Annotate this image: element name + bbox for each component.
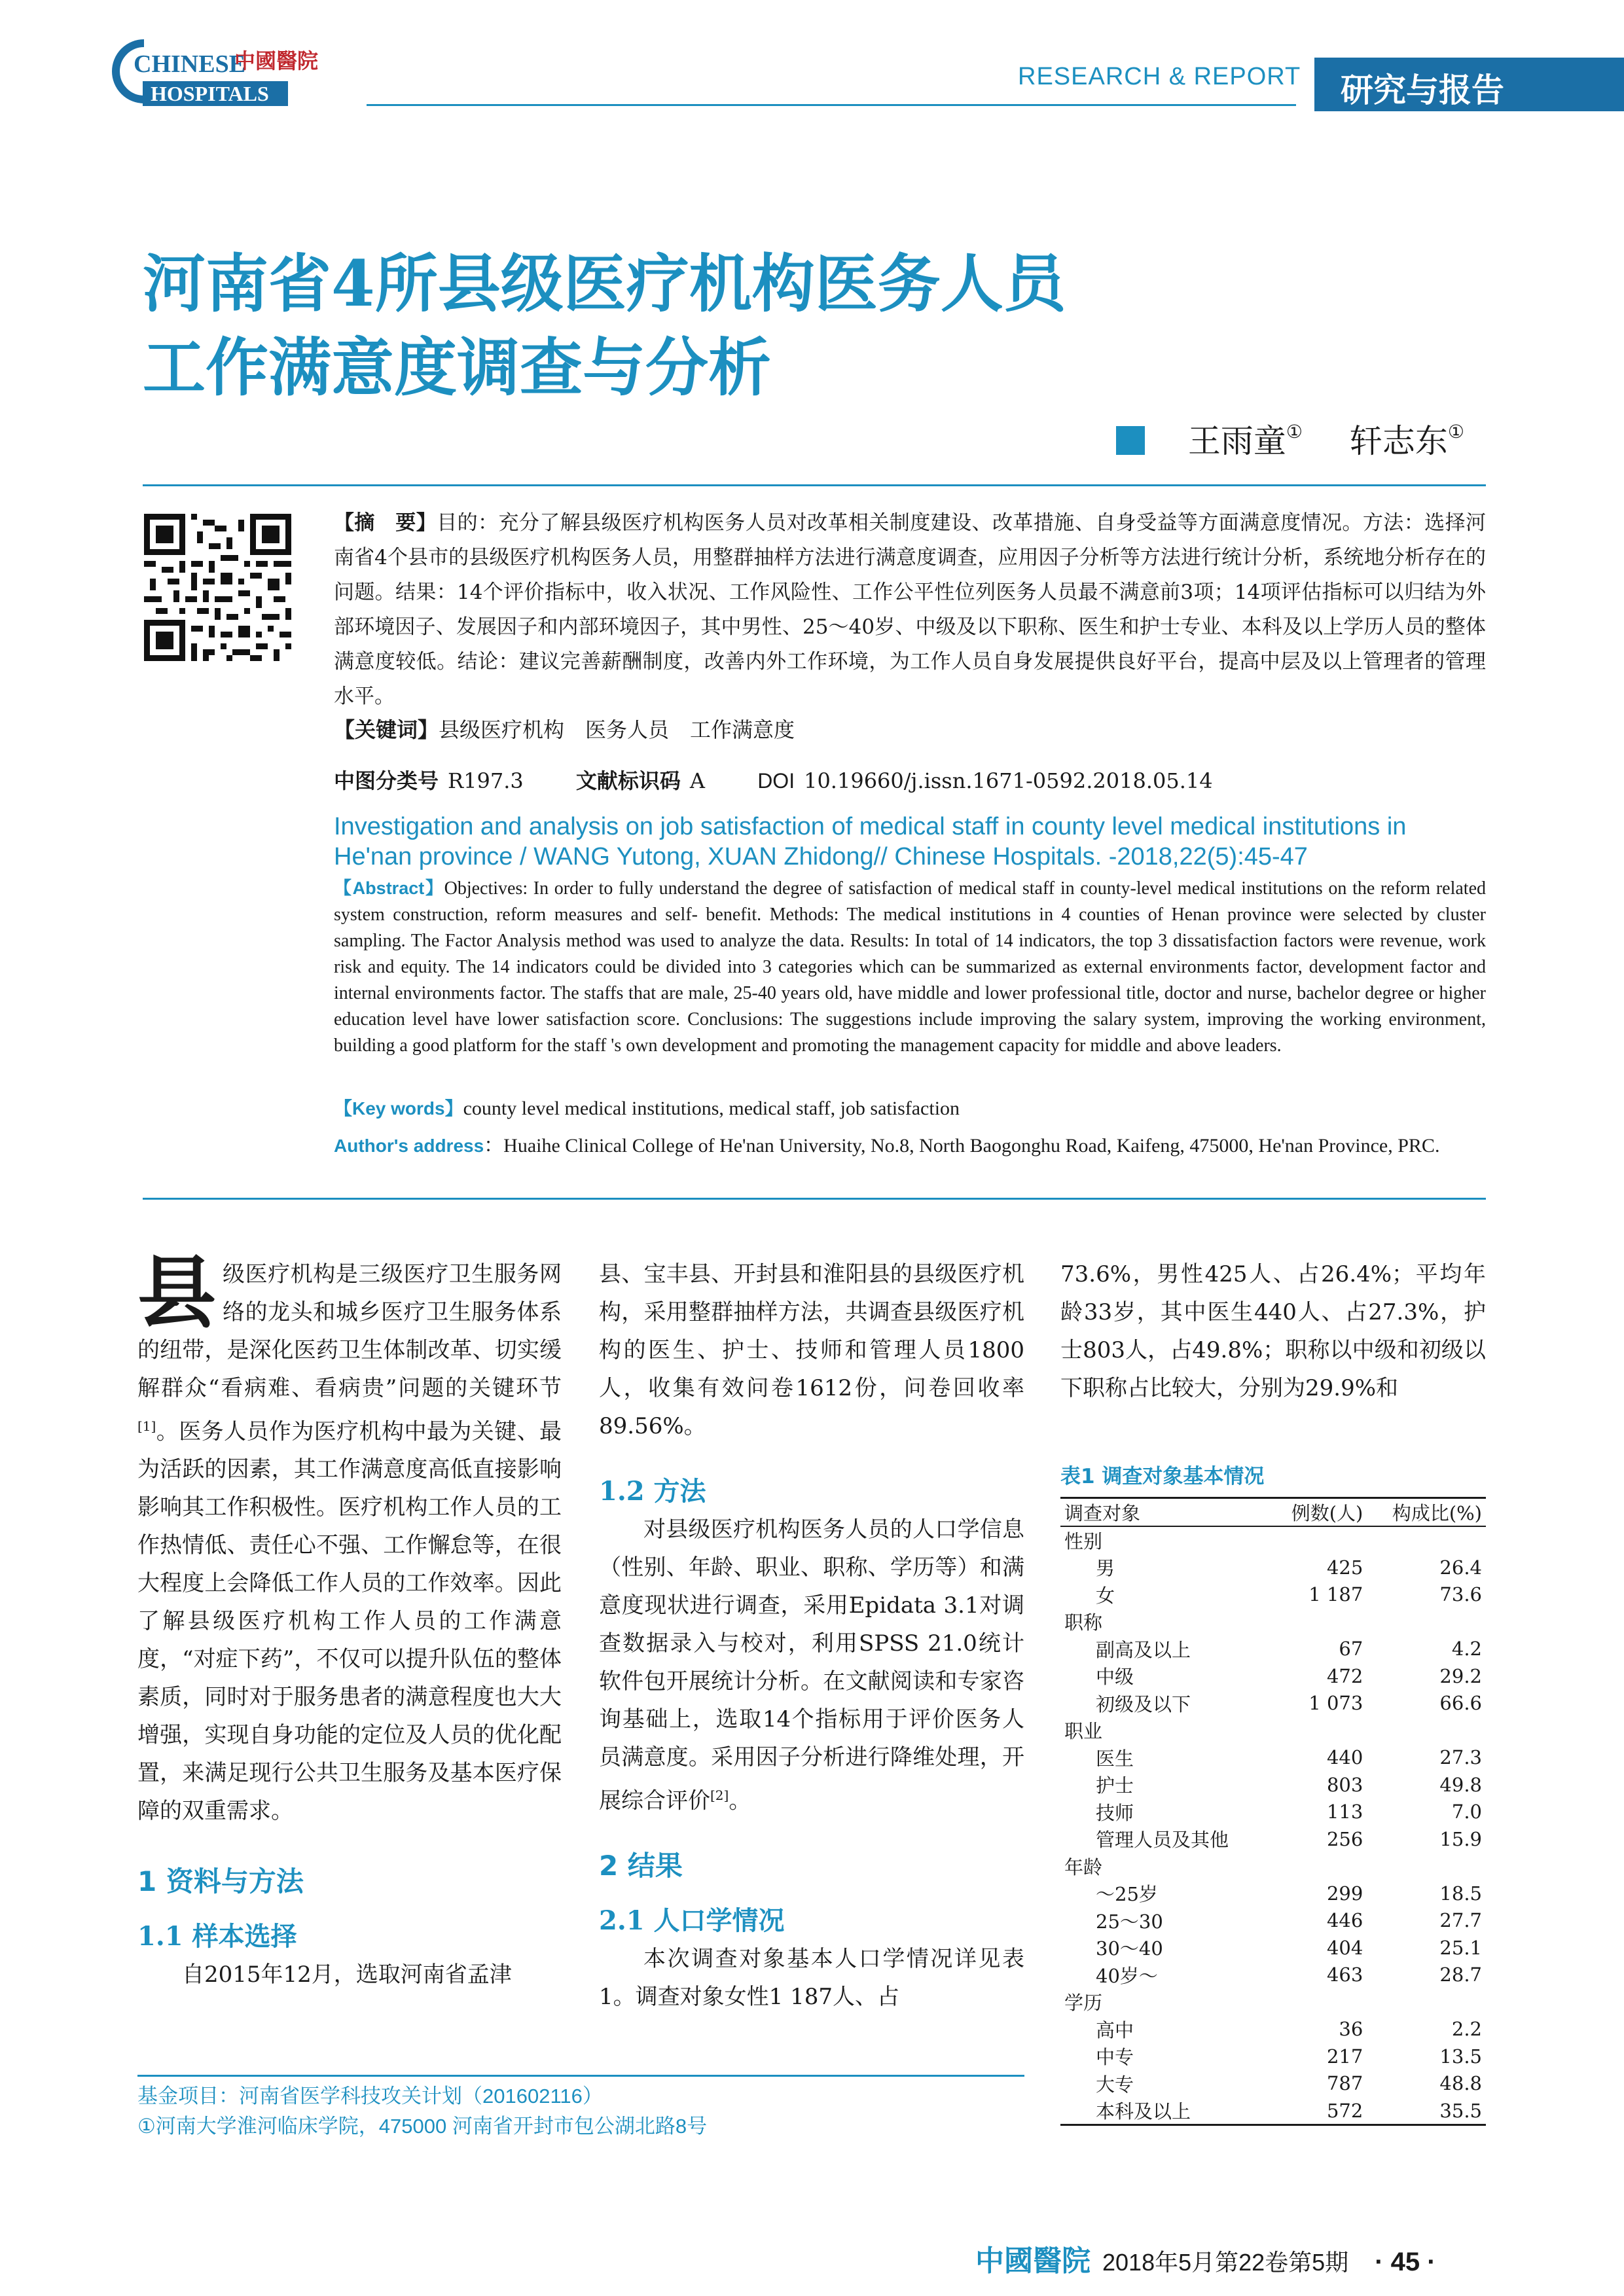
table-row (1060, 2097, 1486, 2125)
funding-line-1: 基金项目：河南省医学科技攻关计划（201602116） (137, 2085, 603, 2108)
keywords-en-text: county level medical institutions, medical staff, job satisfaction (463, 1098, 960, 1119)
table-cell-percent (1367, 1717, 1486, 1744)
section-label-en: RESEARCH & REPORT (1018, 63, 1301, 90)
keywords-cn-text: 县级医疗机构 医务人员 工作满意度 (439, 717, 795, 742)
table-cell-percent: 35.5 (1439, 2099, 1482, 2122)
abstract-cn-text: 目的：充分了解县级医疗机构医务人员对改革相关制度建设、改革措施、自身受益等方面满意度情况。方法：选择河南省4个县市的县级医疗机构医务人员，用整群抽样方法进行满意度调查，应用因子分析等方法进行统计分析，系统地分析存在的问题。结果：14个评价指标中，收入状况、工作风险性、工作公平性位列医务人员最不满意前3项；14项评估指标可以归结为外部环境因子、发展因子和内部环境因子，其中男性、25～40岁、中级及以下职称、医生和护士专业、本科及以上学历人员的整体满意度较低。结论：建议完善薪酬制度，改善内外工作环境，为工作人员自身发展提供良好平台，提高中层及以上管理者的管理水平。 (334, 511, 1487, 708)
table-row (1060, 1771, 1486, 1799)
footer-issue: 2018年5月第22卷第5期 (1102, 2249, 1349, 2276)
ref-1[interactable]: [1] (137, 1418, 156, 1434)
table-cell-count: 446 (1326, 1909, 1363, 1932)
table-cell-percent: 26.4 (1439, 1556, 1482, 1579)
heading-1-1: 1.1 样本选择 (137, 1921, 297, 1952)
para-1-2-end: 。 (729, 1787, 751, 1814)
abstract-top-rule (143, 484, 1486, 486)
table-caption: 表1 调查对象基本情况 (1060, 1465, 1265, 1488)
table-cell-percent: 48.8 (1439, 2072, 1482, 2095)
table-cell-percent: 13.5 (1439, 2045, 1482, 2068)
table-category-row (1060, 1526, 1486, 1554)
para-2-1: 本次调查对象基本人口学情况详见表1。调查对象女性1 187人、占 (599, 1946, 1024, 2011)
logo-text-sub: HOSPITALS (151, 82, 269, 105)
doi-label: DOI (757, 769, 795, 793)
table-cell-label: 管理人员及其他 (1096, 1829, 1229, 1852)
body-column-3 (1060, 1255, 1486, 1407)
table-cell-label: 25～30 (1096, 1910, 1163, 1933)
table-cell-label: 高中 (1096, 2018, 1134, 2041)
table-cell-label: 性别 (1064, 1530, 1103, 1552)
table-cell-label: 本科及以上 (1096, 2100, 1191, 2123)
table-cell-label: 医生 (1096, 1747, 1134, 1770)
table-row (1060, 2016, 1486, 2043)
table-cell-count: 787 (1326, 2072, 1363, 2095)
table-row (1060, 1962, 1486, 1989)
table-cell-label: 男 (1096, 1557, 1115, 1580)
table-cell-percent: 7.0 (1451, 1801, 1482, 1823)
table-cell-count: 113 (1326, 1801, 1363, 1823)
table-row (1060, 1880, 1486, 1907)
footer-journal-logo: 中國醫院 (975, 2244, 1091, 2278)
table-cell-label: 初级及以下 (1096, 1693, 1191, 1715)
table-cell-count: 36 (1339, 2018, 1363, 2041)
data-table (1060, 1497, 1486, 2126)
author-address (334, 1132, 1486, 1160)
table-cell-label: 技师 (1096, 1801, 1134, 1824)
cls-label: 中图分类号 (334, 768, 439, 793)
table-cell-count: 217 (1326, 2045, 1363, 2068)
table-cell-count: 1 187 (1308, 1583, 1363, 1606)
table-row (1060, 2070, 1486, 2098)
table-cell-count (1270, 1526, 1367, 1554)
table-cell-count: 404 (1326, 1936, 1363, 1959)
table-row (1060, 1690, 1486, 1717)
para-2-1-cont: 73.6%，男性425人、占26.4%；平均年龄33岁，其中医生440人、占27.3%，护士803人，占49.8%；职称以中级和初级以下职称占比较大，分别为29.9%和 (1060, 1261, 1486, 1401)
doc-code-value: A (689, 768, 706, 793)
heading-2: 2 结果 (599, 1850, 683, 1882)
table-cell-count: 440 (1326, 1746, 1363, 1769)
table-cell-percent: 18.5 (1439, 1882, 1482, 1905)
funding-line-2: ①河南大学淮河临床学院，475000 河南省开封市包公湖北路8号 (137, 2115, 708, 2138)
abstract-en-label: 【Abstract】 (334, 878, 444, 898)
journal-logo (110, 31, 352, 110)
table-row (1060, 1636, 1486, 1663)
page-number: · 45 · (1375, 2248, 1436, 2276)
table-cell-percent: 49.8 (1439, 1773, 1482, 1796)
table-cell-count (1270, 1988, 1367, 2016)
table-row (1060, 1799, 1486, 1826)
table-row (1060, 1825, 1486, 1853)
table-row (1060, 1934, 1486, 1962)
keywords-en-label: 【Key words】 (334, 1098, 463, 1119)
table-cell-label: 学历 (1064, 1992, 1103, 2015)
table-cell-label: 30～40 (1096, 1937, 1163, 1960)
table-cell-percent (1367, 1853, 1486, 1880)
qr-code-icon[interactable] (144, 514, 291, 661)
table-row (1060, 1581, 1486, 1609)
table-cell-percent: 2.2 (1451, 2018, 1482, 2041)
author-2-mark: ① (1447, 421, 1464, 442)
table-cell-count: 803 (1326, 1773, 1363, 1796)
table-cell-label: 40岁～ (1096, 1964, 1158, 1987)
table-cell-percent: 27.3 (1439, 1746, 1482, 1769)
table-header-cell: 例数(人) (1291, 1502, 1363, 1524)
table-header-cell: 调查对象 (1064, 1502, 1141, 1524)
keywords-en (334, 1094, 960, 1121)
ref-2[interactable]: [2] (710, 1787, 729, 1803)
doi-value[interactable]: 10.19660/j.issn.1671-0592.2018.05.14 (804, 768, 1213, 793)
table-cell-percent (1367, 1608, 1486, 1636)
title-line-2: 工作满意度调查与分析 (143, 331, 771, 404)
table-cell-percent: 4.2 (1451, 1638, 1482, 1660)
table-cell-percent: 66.6 (1439, 1692, 1482, 1715)
table-cell-label: 职业 (1064, 1720, 1103, 1743)
table-category-row (1060, 1853, 1486, 1880)
table-body (1060, 1526, 1486, 2125)
table-cell-percent: 29.2 (1439, 1664, 1482, 1687)
table-cell-count (1270, 1853, 1367, 1880)
table-header-row (1060, 1498, 1486, 1527)
table-cell-count: 572 (1326, 2099, 1363, 2122)
table-cell-label: ～25岁 (1096, 1883, 1158, 1906)
logo-text-main: CHINESE (134, 50, 246, 78)
table-cell-label: 中专 (1096, 2046, 1134, 2069)
table-row (1060, 2043, 1486, 2070)
table-row (1060, 1662, 1486, 1690)
table-cell-label: 副高及以上 (1096, 1638, 1191, 1661)
table-cell-count: 1 073 (1308, 1692, 1363, 1715)
table-row (1060, 1907, 1486, 1935)
body-column-1 (137, 1247, 562, 1994)
author-1-mark: ① (1286, 421, 1303, 442)
logo-text-cn: 中國醫院 (234, 48, 319, 73)
doc-code-label: 文献标识码 (575, 768, 681, 793)
table-cell-count: 67 (1339, 1638, 1363, 1660)
para-1-2-text: 对县级医疗机构医务人员的人口学信息（性别、年龄、职业、职称、学历等）和满意度现状进行调查，采用Epidata 3.1对调查数据录入与校对，利用SPSS 21.0统计软件包开展统计分析。在文献阅读和专家咨询基础上，选取14个指标用于评价医务人员满意度。采用因子分析进行降维处理，开展综合评价 (599, 1516, 1024, 1814)
table-cell-count (1270, 1717, 1367, 1744)
para-1-1-cont: 县、宝丰县、开封县和淮阳县的县级医疗机构，采用整群抽样方法，共调查县级医疗机构的医生、护士、技师和管理人员1800人，收集有效问卷1612份，问卷回收率89.56%。 (599, 1261, 1024, 1439)
table-cell-label: 女 (1096, 1584, 1115, 1607)
intro-paragraph (137, 1247, 562, 1830)
author-square-icon (1116, 426, 1145, 455)
heading-2-1: 2.1 人口学情况 (599, 1905, 785, 1937)
table-cell-count: 472 (1326, 1664, 1363, 1687)
title-line-1: 河南省4所县级医疗机构医务人员 (143, 247, 1066, 321)
english-title: Investigation and analysis on job satisfaction of medical staff in county level medical institutions in He'nan province / WANG Yutong, XUAN Zhidong// Chinese Hospitals. -2018,22(5):45-47 (334, 813, 1407, 870)
cls-value: R197.3 (448, 768, 524, 793)
table-cell-label: 职称 (1064, 1611, 1103, 1634)
table-cell-count: 256 (1326, 1827, 1363, 1850)
page-footer (975, 2237, 1436, 2279)
classification-line (334, 764, 1239, 795)
table-cell-count: 299 (1326, 1882, 1363, 1905)
author-address-label: Author's address (334, 1136, 484, 1156)
table-cell-percent: 15.9 (1439, 1827, 1482, 1850)
dropcap: 县 (137, 1247, 216, 1339)
abstract-cn-label: 【摘 要】 (334, 511, 437, 535)
table-1 (1060, 1460, 1486, 2126)
table-cell-label: 中级 (1096, 1666, 1134, 1689)
intro-text-a: 级医疗机构是三级医疗卫生服务网络的龙头和城乡医疗卫生服务体系的纽带，是深化医药卫生体制改革、切实缓解群众“看病难、看病贵”问题的关键环节 (137, 1261, 562, 1401)
table-cell-count (1270, 1608, 1367, 1636)
keywords-cn-label: 【关键词】 (334, 717, 439, 742)
table-cell-percent (1367, 1526, 1486, 1554)
article-title (143, 242, 1386, 410)
table-cell-count: 425 (1326, 1556, 1363, 1579)
body-column-2 (599, 1255, 1024, 2016)
table-cell-label: 年龄 (1064, 1856, 1103, 1878)
table-header-cell: 构成比(%) (1392, 1502, 1482, 1524)
table-category-row (1060, 1988, 1486, 2016)
author-1: 王雨童 (1187, 422, 1286, 460)
table-cell-percent: 27.7 (1439, 1909, 1482, 1932)
author-2: 轩志东 (1349, 422, 1448, 460)
table-cell-percent: 25.1 (1439, 1936, 1482, 1959)
heading-1-2: 1.2 方法 (599, 1476, 706, 1507)
table-category-row (1060, 1608, 1486, 1636)
table-cell-percent (1367, 1988, 1486, 2016)
abstract-en (334, 875, 1486, 1059)
table-cell-label: 大专 (1096, 2073, 1134, 2096)
footnote-rule (137, 2075, 1024, 2077)
heading-1: 1 资料与方法 (137, 1865, 304, 1898)
abstract-bottom-rule (143, 1198, 1486, 1200)
table-cell-label: 护士 (1096, 1774, 1134, 1797)
table-cell-count: 463 (1326, 1964, 1363, 1986)
header-rule (367, 104, 1296, 106)
table-cell-percent: 73.6 (1439, 1583, 1482, 1606)
para-1-2 (599, 1511, 1024, 1820)
section-label-cn: 研究与报告 (1314, 58, 1624, 111)
funding-note (137, 2081, 707, 2142)
abstract-cn (334, 506, 1486, 714)
para-1-1-start: 自2015年12月，选取河南省孟津 (182, 1962, 512, 1988)
abstract-en-text: Objectives: In order to fully understand the degree of satisfaction of medical staff in county-level medical institutions on the reform related system construction, reform measures and self- benefit. Methods: The medical institutions in 4 counties of Henan province were selected by cluster sampling. The Factor Analysis method was used to analyze the data. Results: In total of 14 indicators, the top 3 dissatisfaction factors were revenue, work risk and equity. The 14 indicators could be divided into 3 categories which can be summarized as external environments factor, development factor and internal environments factor. The staffs that are male, 25-40 years old, have middle and lower professional title, doctor and nurse, bachelor degree or higher education level have lower satisfaction score. Conclusions: The suggestions include improving the salary system, improving the working environment, building a good platform for the staff 's own development and promoting the management capacity for middle and above leaders. (334, 878, 1486, 1056)
author-address-text: ：Huaihe Clinical College of He'nan University, No.8, North Baogonghu Road, Kaifeng, 475000, He'nan Province, PRC. (484, 1135, 1440, 1157)
table-row (1060, 1554, 1486, 1581)
table-category-row (1060, 1717, 1486, 1744)
keywords-cn (334, 713, 795, 744)
authors (1116, 415, 1464, 462)
table-row (1060, 1744, 1486, 1772)
table-cell-percent: 28.7 (1439, 1964, 1482, 1986)
intro-text-b: 。医务人员作为医疗机构中最为关键、最为活跃的因素，其工作满意度高低直接影响影响其工作积极性。医疗机构工作人员的工作热情低、责任心不强、工作懈怠等，在很大程度上会降低工作人员的工作效率。因此了解县级医疗机构工作人员的工作满意度，“对症下药”，不仅可以提升队伍的整体素质，同时对于服务患者的满意程度也大大增强，实现自身功能的定位及人员的优化配置，来满足现行公共卫生服务及基本医疗保障的双重需求。 (137, 1418, 562, 1825)
